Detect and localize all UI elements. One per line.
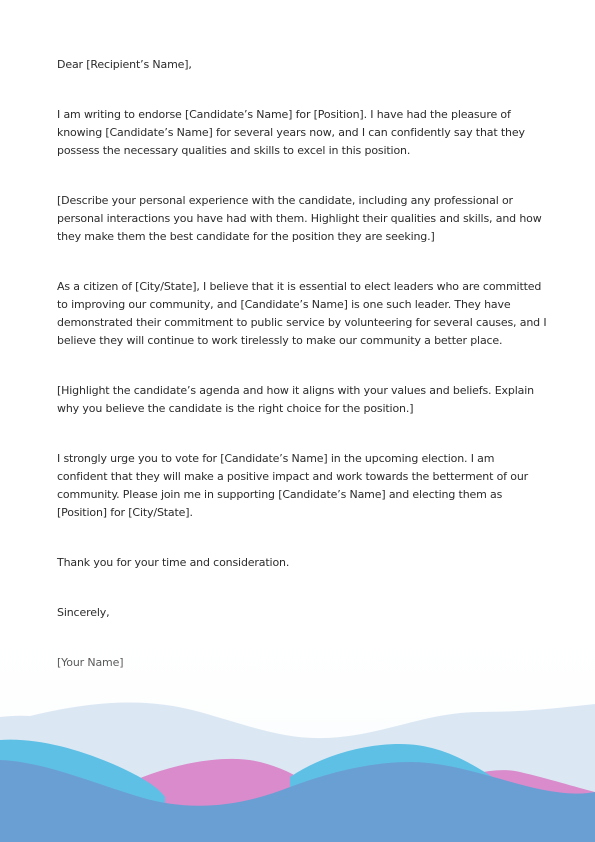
paragraph-endorsement: I am writing to endorse [Candidate’s Name] for [Position]. I have had the pleasure of knowing [Candidate’s Name] for several years now, and I can confidently say that they possess the necessary qualities and skills to excel in this position. [57, 108, 525, 157]
paragraph-community: As a citizen of [City/State], I believe that it is essential to elect leaders who are committed to improving our community, and [Candidate’s Name] is one such leader. They have demonstrated their commitment to public service by volunteering for several causes, and I believe they will continue to work tirelessly to make our community a better place. [57, 280, 547, 347]
wave-decoration [0, 612, 595, 842]
paragraph-call-to-action: I strongly urge you to vote for [Candidate’s Name] in the upcoming election. I am confident that they will make a positive impact and work towards the betterment of our community. Please join me in supporting [Candidate’s Name] and electing them as [Position] for [City/State]. [57, 452, 529, 519]
paragraph-agenda: [Highlight the candidate’s agenda and how it aligns with your values and beliefs. Explain why you believe the candidate is the right choice for the position.] [57, 384, 534, 415]
letter-body [57, 56, 547, 672]
paragraph-personal-experience: [Describe your personal experience with the candidate, including any professional or personal interactions you have had with them. Highlight their qualities and skills, and how they make them the best candidate for the position they are seeking.] [57, 194, 542, 243]
salutation: Dear [Recipient’s Name], [57, 58, 192, 71]
thanks-line: Thank you for your time and consideration. [57, 556, 290, 569]
